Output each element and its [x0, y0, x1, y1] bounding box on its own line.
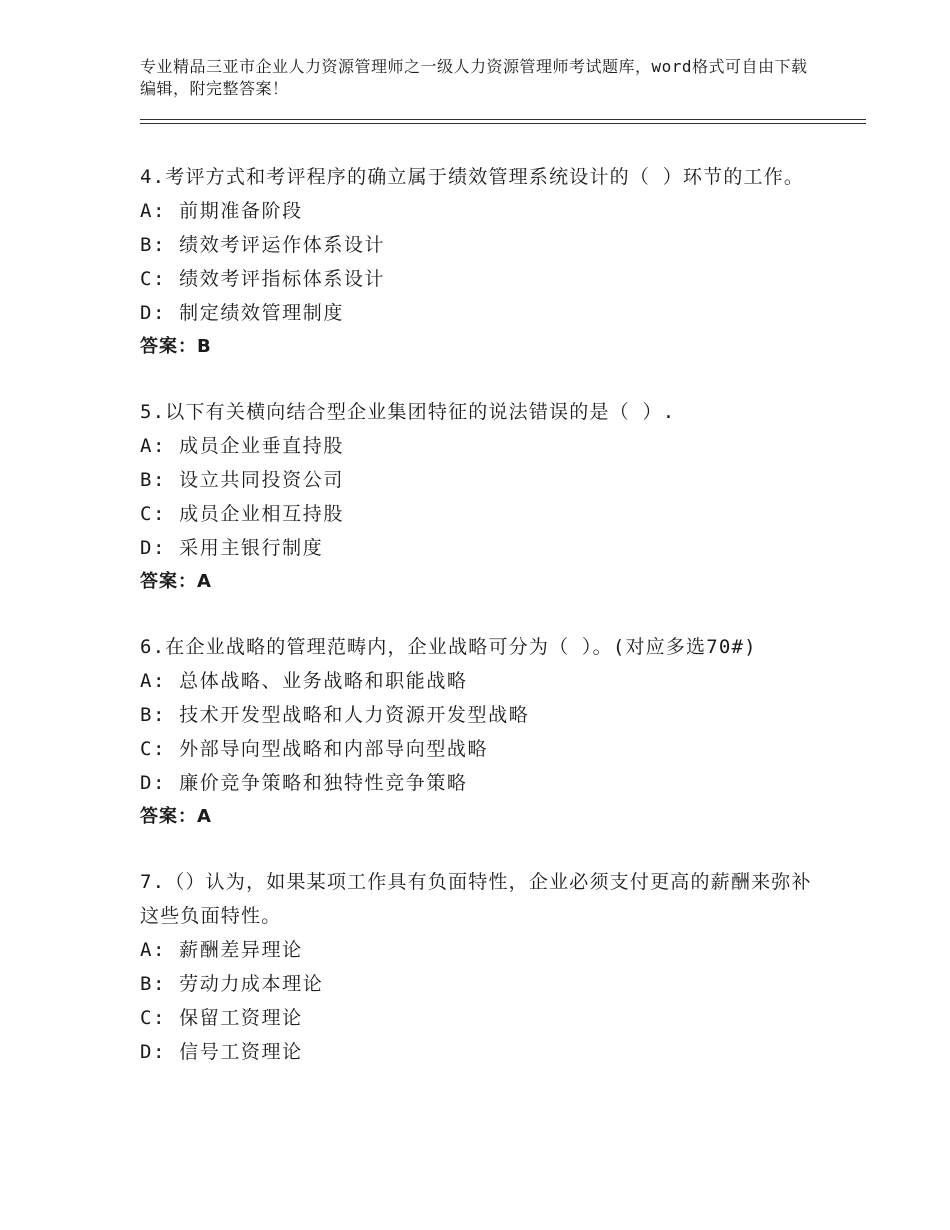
option-c: C: 绩效考评指标体系设计: [140, 268, 386, 290]
option-d: D: 信号工资理论: [140, 1041, 303, 1063]
option-b: B: 劳动力成本理论: [140, 973, 324, 995]
option-d: D: 采用主银行制度: [140, 537, 324, 559]
question-6: [140, 630, 820, 834]
answer-label: 答案：A: [140, 806, 212, 827]
option-a: A: 薪酬差异理论: [140, 939, 303, 961]
option-b: B: 技术开发型战略和人力资源开发型战略: [140, 704, 530, 726]
question-stem: 5.以下有关横向结合型企业集团特征的说法错误的是（ ）.: [140, 401, 676, 423]
header-divider-second: [140, 123, 866, 124]
answer-label: 答案：A: [140, 571, 212, 592]
question-stem: 6.在企业战略的管理范畴内，企业战略可分为（ ）。(对应多选70#): [140, 636, 757, 658]
question-list: [140, 160, 820, 1100]
answer-label: 答案：B: [140, 336, 212, 357]
option-d: D: 制定绩效管理制度: [140, 302, 344, 324]
option-a: A: 前期准备阶段: [140, 200, 303, 222]
option-c: C: 保留工资理论: [140, 1007, 303, 1029]
question-5: [140, 395, 820, 599]
option-a: A: 总体战略、业务战略和职能战略: [140, 670, 468, 692]
option-c: C: 外部导向型战略和内部导向型战略: [140, 738, 489, 760]
question-stem: 7.（）认为，如果某项工作具有负面特性，企业必须支付更高的薪酬来弥补这些负面特性。: [140, 871, 812, 927]
document-header: 专业精品三亚市企业人力资源管理师之一级人力资源管理师考试题库，word格式可自由下载编辑，附完整答案！: [140, 57, 808, 98]
option-b: B: 绩效考评运作体系设计: [140, 234, 386, 256]
question-4: [140, 160, 820, 364]
question-stem: 4.考评方式和考评程序的确立属于绩效管理系统设计的（ ）环节的工作。: [140, 166, 805, 188]
option-c: C: 成员企业相互持股: [140, 503, 344, 525]
option-b: B: 设立共同投资公司: [140, 469, 344, 491]
option-a: A: 成员企业垂直持股: [140, 435, 344, 457]
option-d: D: 廉价竞争策略和独特性竞争策略: [140, 772, 468, 794]
question-7: [140, 865, 820, 1069]
header-divider: [140, 119, 866, 120]
